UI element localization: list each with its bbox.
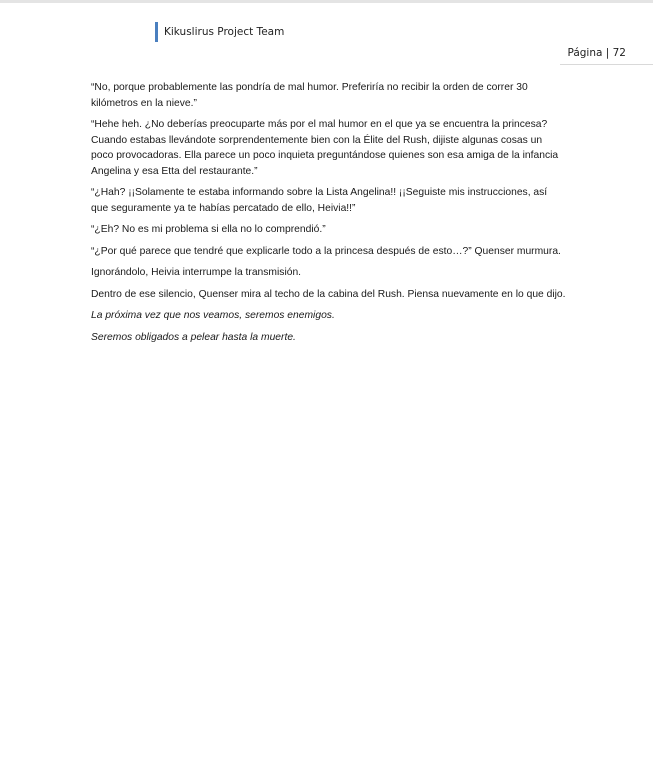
header-team-name: Kikuslirus Project Team [155,22,284,42]
document-body [91,80,566,351]
paragraph: “No, porque probablemente las pondría de mal humor. Preferiría no recibir la orden de correr 30 kilómetros en la nieve.” [91,82,528,109]
page-number: Página | 72 [567,47,626,59]
paragraph: Dentro de ese silencio, Quenser mira al techo de la cabina del Rush. Piensa nuevamente en lo que dijo. [91,288,566,300]
italic-paragraph: La próxima vez que nos veamos, seremos enemigos. [91,310,335,321]
paragraph: “Hehe heh. ¿No deberías preocuparte más por el mal humor en el que ya se encuentra la princesa? Cuando estabas llevándote sorprendentemente bien con la Élite del Rush, dijiste algunas cosas un poco provocadoras. Ella parece un poco inquieta preguntándose quienes son esa amiga de la infancia Angelina y esa Etta del restaurante.” [91,119,559,177]
top-divider [0,0,653,3]
italic-paragraph: Seremos obligados a pelear hasta la muerte. [91,331,296,343]
page-number-divider [560,64,653,65]
paragraph: Ignorándolo, Heivia interrumpe la transmisión. [91,267,302,278]
paragraph: “¿Eh? No es mi problema si ella no lo comprendió.” [91,224,326,235]
paragraph: “¿Por qué parece que tendré que explicarle todo a la princesa después de esto…?” Quenser murmura. [91,245,561,257]
paragraph: “¿Hah? ¡¡Solamente te estaba informando sobre la Lista Angelina!! ¡¡Seguiste mis instrucciones, así que seguramente ya te habías percatado de ello, Heivia!!” [91,187,548,214]
